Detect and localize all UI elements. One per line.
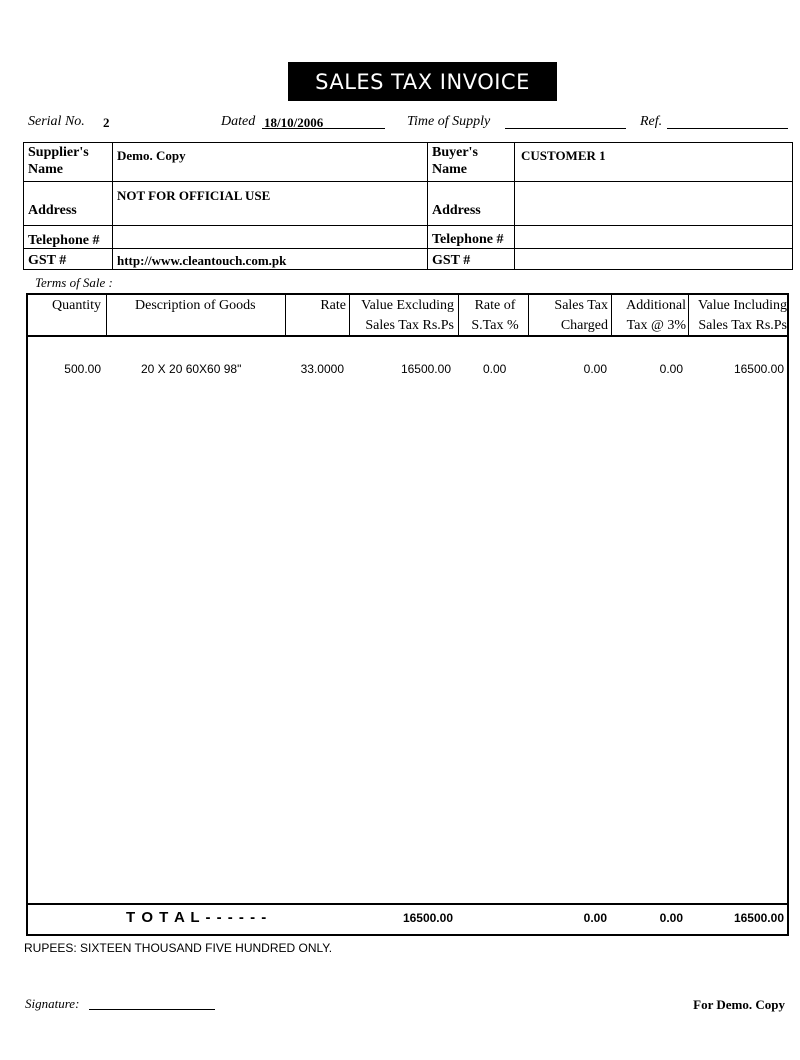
row-divider	[24, 225, 792, 226]
col-value-excl-header	[361, 296, 454, 336]
row-divider	[24, 181, 792, 182]
total-additional: 0.00	[659, 911, 683, 925]
col-divider	[349, 295, 350, 336]
buyer-address-label: Address	[432, 203, 481, 218]
buyer-name-label-line1: Buyer's	[432, 145, 478, 160]
col-divider	[427, 143, 428, 269]
col-value-incl-header-line2: Sales Tax Rs.Ps	[698, 318, 787, 333]
col-sales-tax-header-line1: Sales Tax	[554, 298, 608, 313]
col-value-excl-header-line1: Value Excluding	[361, 298, 454, 313]
total-value-incl: 16500.00	[733, 911, 784, 925]
col-rate-tax-header	[470, 296, 520, 336]
buyer-gst-label: GST #	[432, 253, 471, 268]
item-rate: 33.0000	[300, 362, 344, 376]
item-description: 20 X 20 60X60 98"	[141, 362, 242, 376]
item-sales-tax: 0.00	[583, 362, 607, 376]
col-divider	[611, 295, 612, 336]
item-value-excl: 16500.00	[400, 362, 451, 376]
amount-in-words: RUPEES: SIXTEEN THOUSAND FIVE HUNDRED ONLY.	[24, 941, 333, 955]
col-quantity-header: Quantity	[52, 298, 101, 313]
col-divider	[528, 295, 529, 336]
col-sales-tax-header	[554, 296, 608, 336]
signature-label: Signature:	[25, 996, 80, 1011]
col-additional-header	[626, 296, 686, 336]
supplier-gst-label: GST #	[28, 253, 67, 268]
buyer-telephone-label: Telephone #	[432, 232, 504, 247]
ref-underline	[667, 128, 788, 129]
party-details-table	[23, 142, 793, 270]
row-divider	[24, 248, 792, 249]
col-divider	[688, 295, 689, 336]
ref-label: Ref.	[640, 114, 663, 129]
items-table	[26, 293, 789, 936]
serial-label: Serial No.	[28, 114, 85, 129]
col-rate-tax-header-line2: S.Tax %	[471, 318, 519, 333]
col-additional-header-line2: Tax @ 3%	[626, 318, 686, 333]
col-value-incl-header	[698, 296, 787, 336]
total-label: T O T A L - - - - - -	[126, 909, 268, 926]
supplier-address: NOT FOR OFFICIAL USE	[117, 188, 271, 203]
col-rate-header: Rate	[320, 298, 346, 313]
total-sales-tax: 0.00	[583, 911, 607, 925]
time-of-supply-label: Time of Supply	[407, 114, 491, 129]
col-value-excl-header-line2: Sales Tax Rs.Ps	[365, 318, 454, 333]
signature-line	[89, 1009, 215, 1010]
col-rate-tax-header-line1: Rate of	[474, 298, 516, 313]
for-company-label: For Demo. Copy	[693, 997, 785, 1012]
col-sales-tax-header-line2: Charged	[560, 318, 608, 333]
total-divider	[28, 903, 787, 905]
col-divider	[458, 295, 459, 336]
buyer-name-label-line2: Name	[432, 162, 467, 177]
item-value-incl: 16500.00	[733, 362, 784, 376]
buyer-name: CUSTOMER 1	[521, 148, 606, 163]
supplier-address-label: Address	[28, 203, 77, 218]
col-value-incl-header-line1: Value Including	[697, 298, 787, 313]
supplier-name-label	[28, 144, 89, 178]
supplier-name-label-line1: Supplier's	[28, 145, 89, 160]
col-divider	[285, 295, 286, 336]
col-additional-header-line1: Additional	[626, 298, 686, 313]
buyer-name-label	[432, 144, 478, 178]
col-description-header: Description of Goods	[135, 298, 256, 313]
supplier-name-label-line2: Name	[28, 162, 63, 177]
supplier-gst: http://www.cleantouch.com.pk	[117, 253, 287, 268]
serial-value: 2	[103, 115, 110, 130]
dated-value: 18/10/2006	[264, 115, 324, 130]
invoice-title: SALES TAX INVOICE	[288, 62, 557, 101]
time-of-supply-underline	[505, 128, 626, 129]
col-divider	[514, 143, 515, 269]
dated-label: Dated	[221, 114, 256, 129]
col-divider	[112, 143, 113, 269]
item-rate-tax: 0.00	[483, 362, 507, 376]
item-quantity: 500.00	[64, 362, 101, 376]
total-value-excl: 16500.00	[402, 911, 453, 925]
supplier-name: Demo. Copy	[117, 148, 186, 163]
terms-of-sale-label: Terms of Sale :	[35, 275, 113, 290]
item-additional: 0.00	[659, 362, 683, 376]
supplier-telephone-label: Telephone #	[28, 233, 100, 248]
col-divider	[106, 295, 107, 336]
